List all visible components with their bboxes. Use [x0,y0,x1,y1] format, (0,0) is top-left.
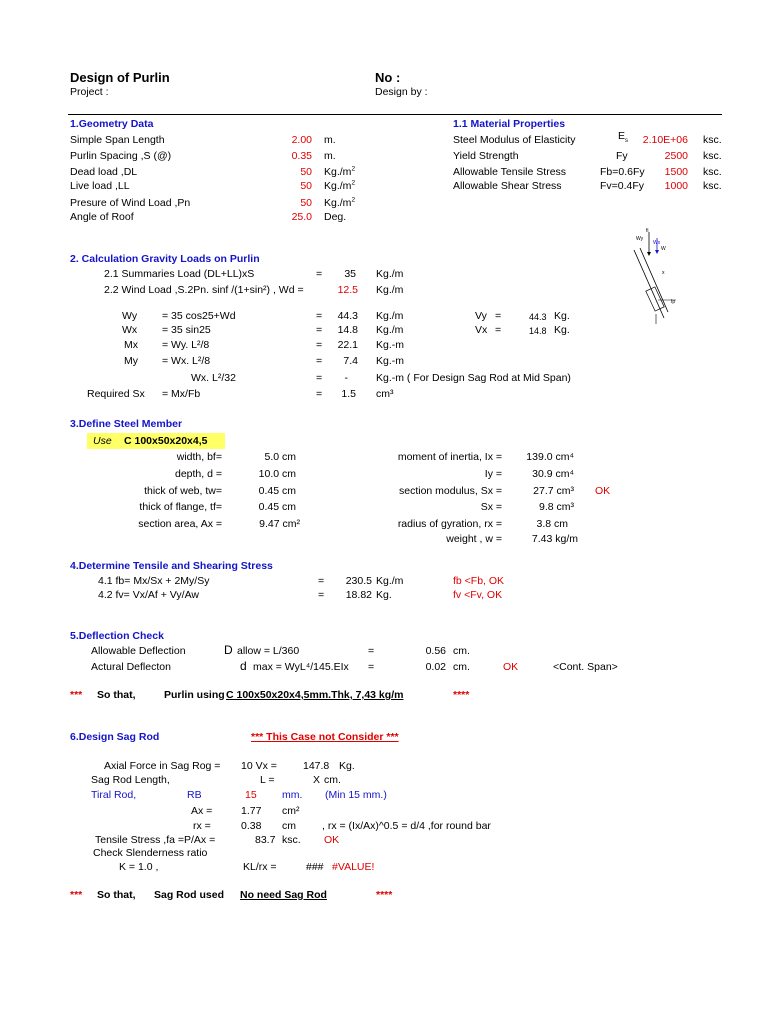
calc-my-unit: Kg.-m [376,355,405,367]
fv-value: 18.82 [345,589,372,601]
summary1-stars: *** [70,689,83,701]
modulus-value: 2.10E+06 [642,134,688,146]
tiral-rod-unit: mm. [282,789,303,801]
purlin-spacing-unit: m. [324,150,336,162]
axial-force-label: Axial Force in Sag Rog = [104,760,221,772]
vx-value: 14.8 [529,326,547,336]
label-wx: Wx [653,240,661,246]
calc-wx-sym: Wx [122,324,138,336]
calc-sagrod-moment-value: - [344,372,348,384]
summary2-sagrod-text: No need Sag Rod [240,889,327,901]
roof-angle-label: Angle of Roof [70,211,134,223]
summary-load-label: 2.1 Summaries Load (DL+LL)xS [104,268,255,280]
label-ip: Ip [671,299,676,305]
yield-symbol: Fy [616,150,628,162]
tiral-rod-symbol: RB [187,789,202,801]
weight-label: weight , w = [446,533,502,545]
web-thickness-label: thick of web, tw= [144,485,222,497]
tiral-rod-min-note: (Min 15 mm.) [325,789,387,801]
calc-my-value: 7.4 [343,355,358,367]
axial-force-formula: 10 Vx = [241,760,277,772]
summary1-so-that: So that, [97,689,136,701]
calc-wx-unit: Kg./m [376,324,404,336]
calc-wx-formula: = 35 sin25 [162,324,211,336]
rod-rx-value: 0.38 [241,820,262,832]
section-modulus-sy-value: 9.8 cm³ [538,501,574,513]
deflection-heading: 5.Deflection Check [70,630,164,642]
rod-area-label: Ax = [191,805,213,817]
span-length-label: Simple Span Length [70,134,165,146]
section-modulus-ok: OK [595,485,611,497]
fb-eq: = [318,575,325,587]
span-length-value: 2.00 [291,134,312,146]
purlin-spacing-value: 0.35 [291,150,312,162]
allow-deflection-formula: allow = L/360 [237,645,300,657]
rod-tensile-unit: ksc. [282,834,301,846]
no-label: No : [375,70,401,85]
summary2-stars-end: **** [376,889,393,901]
wind-load-calc-label: 2.2 Wind Load ,S.2Pn. sinf /(1+sin²⁠) , Wd = [104,284,304,296]
radius-gyration-value: 3.8 cm [536,518,568,530]
rod-tensile-value: 83.7 [255,834,276,846]
tensile-unit: ksc. [703,166,722,178]
purlin-section [646,287,664,311]
rod-rx-unit: cm [282,820,296,832]
web-thickness-value: 0.45 cm [258,485,296,497]
actual-deflection-formula: max = WyL⁴/145.EIx [253,661,349,673]
tensile-value: 1500 [664,166,688,178]
live-load-value: 50 [300,180,312,192]
label-wy: Wy [636,236,644,242]
tiral-rod-value: 15 [245,789,257,801]
span-length-unit: m. [324,134,336,146]
stress-heading: 4.Determine Tensile and Shearing Stress [70,560,273,572]
width-label: width, bf= [176,451,222,463]
allow-deflection-symbol: D [224,643,233,657]
allow-deflection-eq: = [368,645,375,657]
kl-rx-label: KL/rx = [243,861,277,873]
section-area-label: section area, Ax = [138,518,222,530]
moment-inertia-iy-value: 30.9 cm⁴ [532,468,574,480]
summary2-stars: *** [70,889,83,901]
use-label: Use [93,435,112,447]
actual-deflection-value: 0.02 [425,661,446,673]
modulus-label: Steel Modulus of Elasticity [453,134,576,146]
section-modulus-sy-label: Sx = [480,501,502,513]
load-arrow-head [647,252,651,256]
vy-eq: = [495,310,502,322]
roof-angle-unit: Deg. [324,211,347,223]
modulus-symbol: $E_s$ [618,130,629,145]
live-load-label: Live load ,LL [70,180,130,192]
roof-slope-line-1 [634,250,664,318]
project-label: Project : [70,86,109,98]
roof-angle-value: 25.0 [291,211,312,223]
calc-my-eq: = [316,355,323,367]
calc-sagrod-moment-unit: Kg.-m ( For Design Sag Rod at Mid Span) [376,372,571,384]
fb-unit: Kg./m [376,575,404,587]
header-divider [68,114,722,115]
rod-area-value: 1.77 [241,805,262,817]
sagrod-not-consider-note: *** This Case not Consider *** [251,731,399,743]
calc-my-formula: = Wx. L²/8 [162,355,211,367]
wind-load-calc-unit: Kg./m [376,284,404,296]
summary-load-eq: = [316,268,323,280]
rod-tensile-label: Tensile Stress ,fa =P/Ax = [95,834,216,846]
sagrod-heading: 6.Design Sag Rod [70,731,160,743]
material-heading: 1.1 Material Properties [453,118,566,130]
actual-deflection-label: Actural Deflecton [91,661,171,673]
vy-unit: Kg. [554,310,570,322]
summary-load-unit: Kg./m [376,268,404,280]
calc-mx-value: 22.1 [337,339,358,351]
calc-mx-sym: Mx [124,339,138,351]
calc-required-sx-eq: = [316,388,323,400]
calc-mx-unit: Kg.-m [376,339,405,351]
axial-force-unit: Kg. [339,760,355,772]
member-heading: 3.Define Steel Member [70,418,183,430]
calc-required-sx-value: 1.5 [341,388,356,400]
moment-inertia-iy-label: Iy = [484,468,502,480]
sagrod-length-value: X [313,774,321,786]
shear-symbol: Fv=0.4Fy [600,180,645,192]
actual-deflection-eq: = [368,661,375,673]
allow-deflection-value: 0.56 [425,645,446,657]
tensile-label: Allowable Tensile Stress [453,166,567,178]
modulus-unit: ksc. [703,134,722,146]
section-designation: C 100x50x20x4,5 [124,435,208,447]
summary1-stars-end: **** [453,689,470,701]
shear-value: 1000 [664,180,688,192]
yield-label: Yield Strength [453,150,519,162]
wind-load-unit: $Kg./m^2$ [324,196,356,209]
fb-value: 230.5 [345,575,372,587]
allow-deflection-label: Allowable Deflection [91,645,186,657]
wind-load-label: Presure of Wind Load ,Pn [70,197,191,209]
cont-span-note: <Cont. Span> [553,661,618,673]
k-factor-label: K = 1.0 , [119,861,159,873]
moment-inertia-ix-label: moment of inertia, Ix = [397,451,502,463]
summary1-prefix: Purlin using [164,689,225,701]
wind-load-calc-value: 12.5 [337,284,358,296]
vy-label: Vy [475,310,487,322]
label-x: x [662,270,665,276]
calc-required-sx-formula: = Mx/Fb [162,388,201,400]
vx-eq: = [495,324,502,336]
summary2-prefix: Sag Rod used [154,889,225,901]
sagrod-length-unit: cm. [324,774,341,786]
calc-sagrod-moment-eq: = [316,372,323,384]
flange-thickness-label: thick of flange, tf= [139,501,222,513]
calc-required-sx-sym: Required Sx [87,388,145,400]
calc-wx-eq: = [316,324,323,336]
fv-result: fv <Fv, OK [453,589,503,601]
calc-required-sx-unit: cm³ [376,388,394,400]
actual-deflection-unit: cm. [453,661,470,673]
dead-load-value: 50 [300,166,312,178]
radius-gyration-label: radius of gyration, rx = [397,518,502,530]
calc-wy-formula: = 35 cos25+Wd [162,310,236,322]
calc-wy-unit: Kg./m [376,310,404,322]
calc-wy-eq: = [316,310,323,322]
fb-result: fb <Fb, OK [453,575,505,587]
vx-label: Vx [475,324,488,336]
sagrod-length-label: Sag Rod Length, [91,774,170,786]
fv-unit: Kg. [376,589,392,601]
flange-thickness-value: 0.45 cm [258,501,296,513]
moment-inertia-ix-value: 139.0 cm⁴ [526,451,574,463]
depth-label: depth, d = [175,468,222,480]
shear-label: Allowable Shear Stress [453,180,562,192]
calc-sagrod-moment-formula: Wx. L²/32 [191,372,236,384]
depth-value: 10.0 cm [258,468,296,480]
roof-slope-line-2 [640,248,668,312]
calc-wy-sym: Wy [122,310,138,322]
purlin-spacing-label: Purlin Spacing ,S (@) [70,150,172,162]
vx-unit: Kg. [554,324,570,336]
actual-deflection-ok: OK [503,661,519,673]
rod-rx-label: rx = [193,820,211,832]
dead-load-unit: $Kg./m^2$ [324,165,356,178]
actual-deflection-symbol: d [240,659,247,673]
kl-rx-error: #VALUE! [332,861,375,873]
rod-rx-note: , rx = (Ix/Ax)^0.5 = d/4 ,for round bar [322,820,491,832]
vy-value: 44.3 [529,312,547,322]
geometry-heading: 1.Geometry Data [70,118,154,130]
rod-tensile-ok: OK [324,834,340,846]
yield-unit: ksc. [703,150,722,162]
weight-value: 7.43 kg/m [531,533,578,545]
calc-my-sym: My [124,355,138,367]
rod-area-unit: cm² [282,805,300,817]
summary-load-value: 35 [344,268,356,280]
wind-load-value: 50 [300,197,312,209]
wind-arrow-head [655,250,659,254]
tensile-symbol: Fb=0.6Fy [600,166,645,178]
section-area-value: 9.47 cm² [259,518,300,530]
summary2-so-that: So that, [97,889,136,901]
slenderness-label: Check Slenderness ratio [93,847,208,859]
page-title: Design of Purlin [70,70,170,85]
fv-eq: = [318,589,325,601]
shear-unit: ksc. [703,180,722,192]
tiral-rod-label: Tiral Rod, [91,789,137,801]
calc-wy-value: 44.3 [337,310,358,322]
allow-deflection-unit: cm. [453,645,470,657]
fb-label: 4.1 fb= Mx/Sx + 2My/Sy [98,575,210,587]
dead-load-label: Dead load ,DL [70,166,138,178]
width-value: 5.0 cm [264,451,296,463]
sagrod-length-formula: L = [260,774,275,786]
kl-rx-value: ### [306,861,324,873]
calc-mx-eq: = [316,339,323,351]
summary1-purlin-text: C 100x50x20x4,5mm.Thk, 7,43 kg/m [226,689,404,701]
gravity-heading: 2. Calculation Gravity Loads on Purlin [70,253,260,265]
section-modulus-sx-value: 27.7 cm³ [533,485,574,497]
calc-mx-formula: = Wy. L²/8 [162,339,210,351]
axial-force-value: 147.8 [303,760,330,772]
purlin-load-diagram [628,228,688,328]
label-fi: fi [646,228,649,234]
yield-value: 2500 [664,150,688,162]
label-w: W [661,246,666,252]
design-by-label: Design by : [375,86,428,98]
section-modulus-sx-label: section modulus, Sx = [398,485,502,497]
fv-label: 4.2 fv= Vx/Af + Vy/Aw [98,589,199,601]
live-load-unit: $Kg./m^2$ [324,179,356,192]
calc-wx-value: 14.8 [337,324,358,336]
